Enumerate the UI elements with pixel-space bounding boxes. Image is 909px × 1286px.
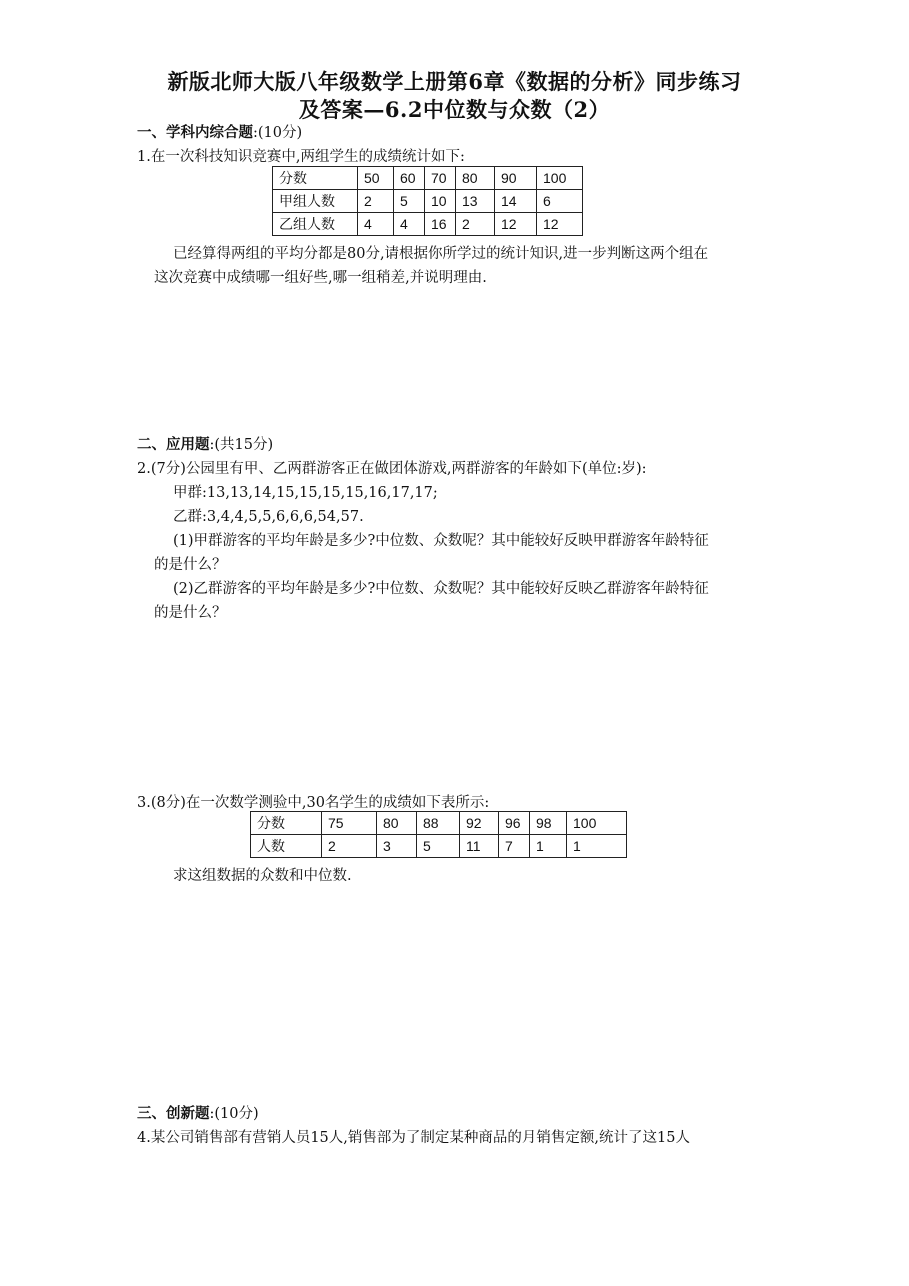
- table-cell: 75: [322, 812, 377, 835]
- question-4-stem: 4.某公司销售部有营销人员15人,销售部为了制定某种商品的月销售定额,统计了这15人: [137, 1130, 690, 1146]
- question-2-part-1: 的是什么？: [154, 557, 227, 573]
- question-2-group-b: 乙群:3,4,4,5,5,6,6,6,54,57.: [173, 509, 364, 525]
- section-3-heading: [137, 1102, 259, 1123]
- question-1-text: 这次竞赛中成绩哪一组好些,哪一组稍差,并说明理由.: [154, 270, 487, 286]
- section-2-points: :(共15分): [209, 437, 274, 453]
- table-cell: 4: [394, 213, 425, 236]
- question-1-stem: 1.在一次科技知识竞赛中,两组学生的成绩统计如下:: [137, 149, 465, 165]
- table-row: [273, 167, 583, 190]
- table-cell: 16: [425, 213, 456, 236]
- table-cell: 80: [456, 167, 495, 190]
- table-cell: 5: [417, 835, 460, 858]
- section-3-title: 三、创新题: [137, 1105, 210, 1122]
- question-2-part-2: (2)乙群游客的平均年龄是多少?中位数、众数呢？其中能较好反映乙群游客年龄特征: [173, 581, 709, 597]
- table-cell: 乙组人数: [273, 213, 358, 236]
- section-1-heading: [137, 121, 302, 142]
- section-2-title: 二、应用题: [137, 436, 210, 453]
- table-cell: 14: [495, 190, 537, 213]
- table-cell: 3: [377, 835, 417, 858]
- question-2-stem: 2.(7分)公园里有甲、乙两群游客正在做团体游戏,两群游客的年龄如下(单位:岁):: [137, 461, 647, 477]
- question-2-part-2: 的是什么？: [154, 605, 227, 621]
- table-cell: 2: [456, 213, 495, 236]
- table-cell: 50: [358, 167, 394, 190]
- table-cell: 12: [537, 213, 583, 236]
- table-cell: 2: [322, 835, 377, 858]
- question-3-stem: 3.(8分)在一次数学测验中,30名学生的成绩如下表所示:: [137, 795, 490, 811]
- table-cell: 70: [425, 167, 456, 190]
- table-cell: 100: [537, 167, 583, 190]
- table-cell: 7: [499, 835, 530, 858]
- table-cell: 2: [358, 190, 394, 213]
- table-cell: 甲组人数: [273, 190, 358, 213]
- question-3-ask: 求这组数据的众数和中位数.: [173, 868, 352, 884]
- table-row: [273, 190, 583, 213]
- table-cell: 1: [567, 835, 627, 858]
- table-row: [251, 812, 627, 835]
- table-cell: 96: [499, 812, 530, 835]
- question-3-table: [250, 811, 627, 858]
- question-2-group-a: 甲群:13,13,14,15,15,15,15,16,17,17;: [173, 485, 438, 501]
- table-cell: 100: [567, 812, 627, 835]
- table-cell: 98: [530, 812, 567, 835]
- section-1-title: 一、学科内综合题: [137, 124, 253, 141]
- page-subtitle: 及答案—6.2中位数与众数（2）: [298, 97, 611, 122]
- table-cell: 92: [460, 812, 499, 835]
- section-3-points: :(10分): [209, 1106, 259, 1122]
- table-cell: 10: [425, 190, 456, 213]
- table-row: [273, 213, 583, 236]
- table-cell: 1: [530, 835, 567, 858]
- table-cell: 分数: [251, 812, 322, 835]
- table-cell: 88: [417, 812, 460, 835]
- section-1-points: :(10分): [253, 125, 303, 141]
- table-cell: 11: [460, 835, 499, 858]
- table-cell: 13: [456, 190, 495, 213]
- question-1-table: [272, 166, 583, 236]
- table-cell: 60: [394, 167, 425, 190]
- table-cell: 12: [495, 213, 537, 236]
- table-cell: 90: [495, 167, 537, 190]
- table-cell: 80: [377, 812, 417, 835]
- table-cell: 5: [394, 190, 425, 213]
- table-cell: 分数: [273, 167, 358, 190]
- table-cell: 人数: [251, 835, 322, 858]
- question-1-text: 已经算得两组的平均分都是80分,请根据你所学过的统计知识,进一步判断这两个组在: [173, 246, 709, 262]
- section-2-heading: [137, 433, 273, 454]
- table-cell: 6: [537, 190, 583, 213]
- table-row: [251, 835, 627, 858]
- table-cell: 4: [358, 213, 394, 236]
- question-2-part-1: (1)甲群游客的平均年龄是多少?中位数、众数呢？其中能较好反映甲群游客年龄特征: [173, 533, 709, 549]
- page-title: 新版北师大版八年级数学上册第6章《数据的分析》同步练习: [167, 69, 742, 94]
